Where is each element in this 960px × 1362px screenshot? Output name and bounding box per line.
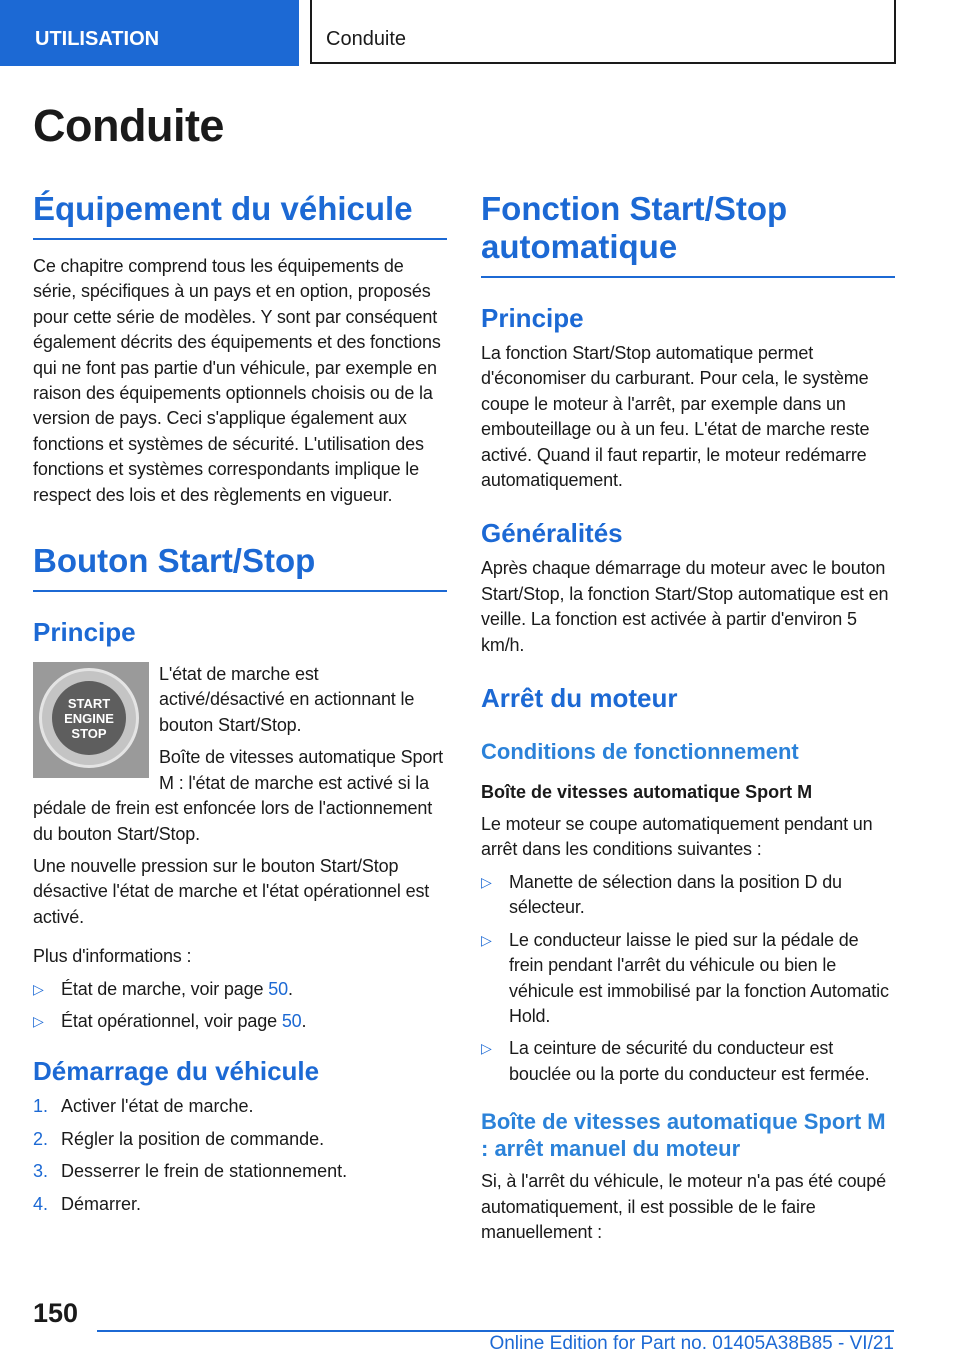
button-face bbox=[52, 681, 126, 755]
triangle-right-icon: ▷ bbox=[481, 873, 492, 890]
list-item bbox=[481, 870, 895, 921]
triangle-right-icon: ▷ bbox=[33, 1012, 44, 1029]
heading-bouton-start-stop: Bouton Start/Stop bbox=[33, 542, 447, 592]
heading-generalites: Généralités bbox=[481, 518, 623, 549]
heading-arret-moteur: Arrêt du moteur bbox=[481, 683, 678, 714]
heading-boite-sport-m: Boîte de vitesses automatique Sport M bbox=[481, 782, 813, 803]
triangle-right-icon: ▷ bbox=[481, 1040, 492, 1057]
conditions-list bbox=[481, 870, 895, 1087]
bullet-text: Manette de sélection dans la position D du sélecteur. bbox=[509, 871, 842, 918]
heading-demarrage: Démarrage du véhicule bbox=[33, 1056, 320, 1087]
step-text: Activer l'état de marche. bbox=[61, 1096, 254, 1117]
step-number: 4. bbox=[33, 1193, 49, 1214]
link-text: État de marche, voir page bbox=[61, 978, 269, 999]
step-text: Desserrer le frein de stationnement. bbox=[61, 1161, 348, 1182]
step-number: 2. bbox=[33, 1128, 49, 1149]
button-text-start: START bbox=[67, 696, 111, 712]
button-text-stop: STOP bbox=[71, 726, 107, 742]
section-tab[interactable]: UTILISATION bbox=[0, 0, 299, 66]
heading-arret-manuel: Boîte de vitesses automatique Sport M : arrêt manuel du moteur bbox=[481, 1109, 886, 1162]
manuel-body: Si, à l'arrêt du véhicule, le moteur n'a pas été coupé automatiquement, il est possible de le faire manuellement : bbox=[481, 1171, 887, 1242]
list-item bbox=[33, 1009, 447, 1034]
start-button-block bbox=[33, 662, 447, 847]
page-title: Conduite bbox=[33, 100, 224, 151]
step-text: Régler la position de commande. bbox=[61, 1128, 325, 1149]
footer-divider bbox=[97, 1330, 894, 1332]
link-suffix: . bbox=[301, 1010, 307, 1031]
page-link-etat-de-marche[interactable]: 50 bbox=[268, 978, 288, 999]
link-suffix: . bbox=[287, 978, 293, 999]
bouton-p1: L'état de marche est activé/désactivé en actionnant le bouton Start/Stop. bbox=[159, 664, 415, 735]
start-engine-stop-button-image bbox=[33, 662, 149, 778]
edition-footer: Online Edition for Part no. 01405A38B85 - VI/21 bbox=[489, 1333, 894, 1354]
left-column bbox=[33, 190, 447, 1224]
chapter-tab[interactable]: Conduite bbox=[310, 0, 896, 64]
generalites-body: Après chaque démarrage du moteur avec le bouton Start/Stop, la fonction Start/Stop automatique est en veille. La fonction est activée à partir d'environ 5 km/h. bbox=[481, 558, 889, 655]
heading-principe-bouton: Principe bbox=[33, 617, 136, 648]
link-text: État opérationnel, voir page bbox=[61, 1010, 282, 1031]
list-item bbox=[481, 928, 895, 1030]
right-column bbox=[481, 190, 895, 1245]
heading-principe-fonction: Principe bbox=[481, 303, 584, 333]
demarrage-steps bbox=[33, 1094, 447, 1217]
bouton-p2: Boîte de vitesses automatique Sport M : l'état de marche est activé si la pédale de frein est enfoncée lors de l'actionnement du bouton Start/Stop. bbox=[33, 747, 443, 844]
bouton-p4: Plus d'informations : bbox=[33, 946, 192, 967]
heading-equipement: Équipement du véhicule bbox=[33, 190, 447, 240]
page-link-etat-operationnel[interactable]: 50 bbox=[281, 1010, 302, 1031]
heading-fonction-start-stop: Fonction Start/Stop automatique bbox=[481, 190, 895, 278]
list-item bbox=[33, 1192, 447, 1217]
list-item bbox=[33, 1094, 447, 1119]
triangle-right-icon: ▷ bbox=[481, 931, 492, 948]
list-item bbox=[33, 1127, 447, 1152]
step-number: 1. bbox=[33, 1096, 49, 1117]
bullet-text: La ceinture de sécurité du conducteur est bouclée ou la porte du conducteur est fermée. bbox=[509, 1038, 870, 1084]
button-ring bbox=[39, 668, 139, 768]
bouton-p3: Une nouvelle pression sur le bouton Start/Stop désactive l'état de marche et l'état opérationnel est activé. bbox=[33, 855, 430, 927]
step-number: 3. bbox=[33, 1161, 49, 1182]
more-info-list bbox=[33, 977, 447, 1035]
list-item bbox=[481, 1036, 895, 1087]
equipement-body: Ce chapitre comprend tous les équipements de série, spécifiques à un pays et en option, proposés pour cette série de modèles. Y sont par conséquent également décrits des équipements et des fonctions qui ne font pas partie d'un véhicule, par exemple en raison des équipements optionnels choisis ou de la version de pays. Ceci s'applique également aux fonctions et systèmes de sécurité. L'utilisation des fonctions et systèmes correspondants implique le respect des lois et des règlements en vigueur. bbox=[33, 256, 441, 505]
triangle-right-icon: ▷ bbox=[33, 980, 44, 997]
bullet-text: Le conducteur laisse le pied sur la pédale de frein pendant l'arrêt du véhicule ou bien le véhicule est immobilisé par la fonction Automatic Hold. bbox=[509, 929, 889, 1026]
heading-conditions: Conditions de fonctionnement bbox=[481, 739, 799, 765]
list-item bbox=[33, 977, 447, 1002]
step-text: Démarrer. bbox=[61, 1193, 142, 1214]
principe-body: La fonction Start/Stop automatique permet d'économiser du carburant. Pour cela, le système coupe le moteur à l'arrêt, par exemple dans un embouteillage ou à un feu. L'état de marche reste activé. Quand il faut repartir, le moteur redémarre automatiquement. bbox=[481, 343, 870, 491]
button-text-engine: ENGINE bbox=[64, 711, 114, 727]
boite-body: Le moteur se coupe automatiquement pendant un arrêt dans les conditions suivantes : bbox=[481, 814, 873, 860]
page-number: 150 bbox=[33, 1298, 79, 1328]
list-item bbox=[33, 1159, 447, 1184]
